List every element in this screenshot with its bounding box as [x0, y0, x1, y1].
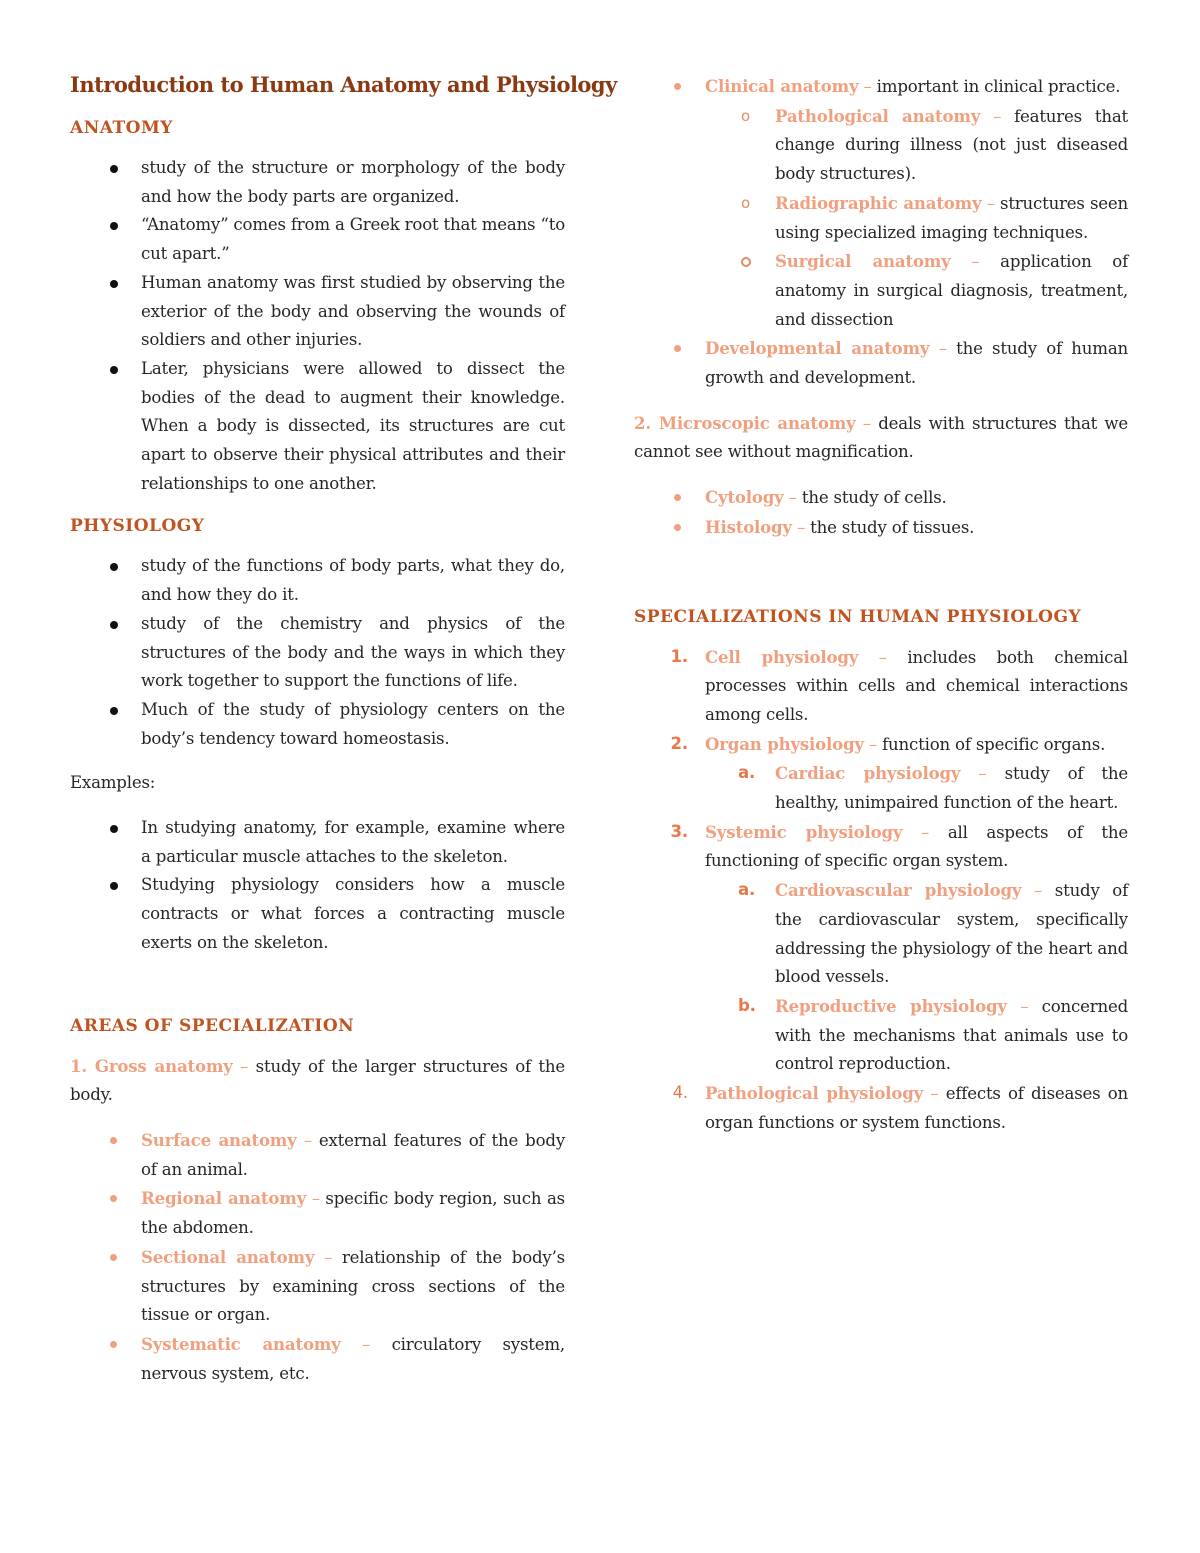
list-item: Studying physiology considers how a muscle contracts or what forces a contracting muscle exerts on the skeleton.	[70, 871, 565, 957]
list-item: “Anatomy” comes from a Greek root that means “to cut apart.”	[70, 211, 565, 268]
list-item	[634, 643, 1128, 730]
specializations-heading: SPECIALIZATIONS IN HUMAN PHYSIOLOGY	[634, 606, 1082, 627]
dash: –	[240, 1056, 249, 1076]
gross-anatomy-paragraph	[70, 1052, 565, 1110]
term: Cytology	[705, 487, 784, 508]
list-number: 4.	[672, 1083, 688, 1103]
description: structures seen using specialized imaging techniques.	[775, 193, 1128, 242]
description: deals with structures that we cannot see without magnification.	[634, 413, 1129, 462]
dash: –	[993, 106, 1002, 126]
list-item	[70, 1243, 565, 1330]
term: Histology	[705, 516, 792, 537]
term: Sectional anatomy	[141, 1246, 315, 1267]
clinical-anatomy-list	[634, 72, 1128, 102]
right-column	[634, 72, 1128, 1138]
microscopic-anatomy-list	[634, 483, 1128, 542]
description: features that change during illness (not just diseased body structures).	[775, 106, 1128, 184]
term: Developmental anatomy	[705, 338, 930, 359]
term: Clinical anatomy	[705, 76, 859, 96]
list-item	[634, 730, 1128, 760]
list-letter: a.	[738, 880, 756, 900]
dash: –	[862, 413, 871, 433]
description: study of the larger structures of the body.	[70, 1056, 565, 1105]
left-column	[70, 72, 617, 1388]
term: Surface anatomy	[141, 1129, 297, 1150]
term: 2. Microscopic anatomy	[634, 412, 856, 433]
description: important in clinical practice.	[871, 77, 1121, 96]
term: Reproductive physiology	[775, 995, 1007, 1016]
dash: –	[863, 77, 872, 96]
dash: –	[878, 647, 887, 667]
dash: –	[938, 339, 947, 359]
dash: –	[796, 517, 806, 537]
dash: –	[1034, 881, 1043, 901]
list-item	[634, 759, 1128, 817]
list-item	[634, 1079, 1128, 1137]
dash: –	[324, 1247, 333, 1267]
dash: –	[868, 734, 878, 754]
term: Cardiovascular physiology	[775, 880, 1022, 901]
list-item	[634, 483, 1128, 513]
dash: –	[971, 252, 980, 272]
list-item: Later, physicians were allowed to dissect the bodies of the dead to augment their knowledge. When a body is dissected, its structures are cut apart to observe their physical attributes and their relationships to one another.	[70, 355, 565, 499]
description: circulatory system, nervous system, etc.	[141, 1334, 565, 1383]
list-item: study of the functions of body parts, what they do, and how they do it.	[70, 552, 565, 609]
description: concerned with the mechanisms that animals use to control reproduction.	[775, 996, 1129, 1074]
list-item: study of the structure or morphology of the body and how the body parts are organized.	[70, 154, 565, 211]
term: Pathological physiology	[705, 1083, 924, 1104]
areas-heading: AREAS OF SPECIALIZATION	[70, 1015, 355, 1036]
description: specific body region, such as the abdomen.	[141, 1189, 565, 1238]
systemic-physiology-sublist	[634, 876, 1128, 1079]
physiology-heading: PHYSIOLOGY	[70, 516, 205, 537]
anatomy-heading: ANATOMY	[70, 118, 173, 138]
list-number: 2.	[670, 733, 688, 753]
description: all aspects of the functioning of specific organ system.	[705, 822, 1128, 871]
list-number: 1.	[670, 646, 688, 666]
term: Systematic anatomy	[141, 1333, 341, 1354]
term: Organ physiology	[705, 733, 864, 754]
dash: –	[930, 1084, 939, 1104]
developmental-anatomy-list	[634, 334, 1128, 392]
list-item	[634, 72, 1128, 102]
dash: –	[311, 1189, 320, 1209]
document-title: Introduction to Human Anatomy and Physiology	[70, 72, 617, 97]
list-letter: b.	[738, 995, 756, 1015]
dash: –	[1020, 996, 1029, 1016]
term: Pathological anatomy	[775, 105, 981, 126]
term: Radiographic anatomy	[775, 192, 982, 213]
list-item	[70, 1126, 565, 1184]
microscopic-anatomy-paragraph	[634, 409, 1128, 467]
description: the study of tissues.	[805, 517, 975, 537]
term: Surgical anatomy	[775, 251, 951, 272]
examples-bullet-list	[70, 814, 565, 958]
list-item: In studying anatomy, for example, examine where a particular muscle attaches to the skeleton.	[70, 814, 565, 871]
dash: –	[986, 193, 995, 213]
term: Cell physiology	[705, 646, 859, 667]
list-item	[634, 513, 1128, 543]
list-item	[634, 876, 1128, 992]
list-item	[70, 1184, 565, 1242]
list-item	[634, 247, 1128, 334]
examples-label: Examples:	[70, 773, 156, 793]
description: study of the cardiovascular system, specifically addressing the physiology of the heart and blood vessels.	[775, 881, 1129, 987]
description: study of the healthy, unimpaired function of the heart.	[775, 764, 1129, 813]
dash: –	[362, 1334, 371, 1354]
physiology-bullet-list	[70, 552, 565, 753]
list-item	[634, 992, 1128, 1079]
dash: –	[978, 764, 987, 784]
anatomy-bullet-list	[70, 154, 565, 498]
description: the study of cells.	[796, 488, 947, 508]
organ-physiology-sublist	[634, 759, 1128, 817]
dash: –	[303, 1130, 312, 1150]
description: effects of diseases on organ functions or system functions.	[705, 1084, 1129, 1132]
list-item: Human anatomy was first studied by observing the exterior of the body and observing the wounds of soldiers and other injuries.	[70, 269, 565, 355]
list-number: 3.	[670, 821, 688, 841]
list-item	[70, 1330, 565, 1388]
dash: –	[788, 488, 797, 508]
term: Systemic physiology	[705, 821, 903, 842]
description: includes both chemical processes within cells and chemical interactions among cells.	[705, 647, 1128, 724]
term: Cardiac physiology	[775, 763, 961, 784]
list-item	[634, 334, 1128, 392]
description: application of anatomy in surgical diagnosis, treatment, and dissection	[775, 252, 1129, 329]
term: 1. Gross anatomy	[70, 1055, 233, 1076]
description: external features of the body of an animal.	[141, 1130, 565, 1179]
description: function of specific organs.	[877, 734, 1106, 754]
term: Regional anatomy	[141, 1188, 307, 1209]
specializations-list-part1	[634, 643, 1128, 760]
list-item	[634, 818, 1128, 876]
description: relationship of the body’s structures by examining cross sections of the tissue or organ.	[141, 1247, 565, 1325]
gross-anatomy-list	[70, 1126, 565, 1388]
list-item	[634, 189, 1128, 247]
list-letter: a.	[738, 763, 756, 783]
specializations-list-part2	[634, 818, 1128, 876]
specializations-list-part3	[634, 1079, 1128, 1137]
dash: –	[921, 822, 930, 842]
list-item	[634, 102, 1128, 189]
list-item: study of the chemistry and physics of the structures of the body and the ways in which they work together to support the functions of life.	[70, 610, 565, 696]
clinical-subtypes-list	[634, 102, 1128, 335]
list-item: Much of the study of physiology centers on the body’s tendency toward homeostasis.	[70, 696, 565, 753]
description: the study of human growth and development.	[705, 339, 1128, 388]
